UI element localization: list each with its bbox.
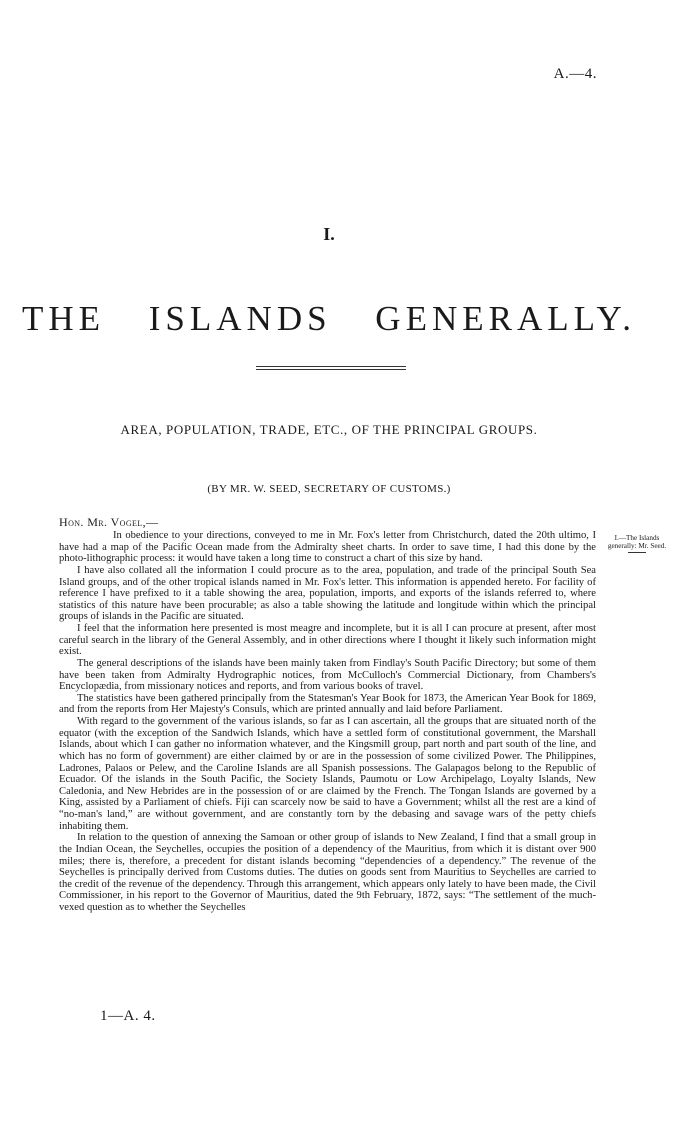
- byline: (BY MR. W. SEED, SECRETARY OF CUSTOMS.): [207, 483, 451, 495]
- page-signature: 1—A. 4.: [100, 1008, 156, 1024]
- paragraph-2: I have also collated all the information I could procure as to the area, population, and trade of the principal South Sea Island groups, and of the other tropical islands named in Mr. Fox's letter. This information is appended hereto. For facility of reference I have prefixed to it a table showing the area, population, imports, and exports of the islands referred to, where statistics of this nature have been procurable; as also a table showing the latitude and longitude within which the principal groups of islands in the Pacific are situated.: [59, 564, 596, 623]
- paragraph-3: I feel that the information here presented is most meagre and incomplete, but it is all I can procure at present, after most careful search in the library of the General Assembly, and in other directions where I thought it likely such information might exist.: [59, 623, 596, 658]
- subtitle: AREA, POPULATION, TRADE, ETC., OF THE PRINCIPAL GROUPS.: [120, 422, 538, 437]
- title-divider: [256, 366, 406, 370]
- paragraph-4: The general descriptions of the islands have been mainly taken from Findlay's South Pacific Directory; but some of them have been taken from Admiralty Hydrographic notices, from McCulloch's Commercial Dictionary, from Chambers's Encyclopædia, from missionary notices and reports, and from various books of travel.: [59, 657, 596, 693]
- margin-note: [606, 534, 668, 553]
- margin-note-text: I.—The Islands generally: Mr. Seed.: [607, 534, 667, 550]
- paragraph-5: The statistics have been gathered principally from the Statesman's Year Book for 1873, the American Year Book for 1869, and from the reports from Her Majesty's Consuls, which are printed annually and laid before Parliament.: [59, 692, 596, 716]
- paragraph-6: With regard to the government of the various islands, so far as I can ascertain, all the groups that are situated north of the equator (with the exception of the Sandwich Islands, which have a settled form of constitutional government, the Marshall Islands, about which I can gather no information whatever, and the Kingsmill group, part north and part south of the line, and which has no form of government) are either claimed by or are in the possession of some civilized Power. The Philippines, Ladrones, Palaos or Pelew, and the Caroline Islands are all Spanish possessions. The Galapagos belong to the Republic of Ecuador. Of the islands in the South Pacific, the Society Islands, Paumotu or Low Archipelago, Loyalty Islands, New Caledonia, and New Hebrides are in the possession of or are claimed by the French. The Tongan Islands are governed by a King, assisted by a Parliament of chiefs. Fiji can scarcely now be said to have a Government; whilst all the rest are a kind of “no-man's land,” are without government, and are constantly torn by the debasing and savage wars of the petty chiefs inhabiting them.: [59, 716, 596, 832]
- salutation: Hon. Mr. Vogel,—: [59, 515, 159, 529]
- paragraph-1: In obedience to your directions, conveyed to me in Mr. Fox's letter from Christchurch, dated the 20th ultimo, I have had a map of the Pacific Ocean made from the Admiralty sheet charts. In order to save time, I had this done by the photo-lithographic process: it would have taken a long time to construct a chart of this size by hand.: [59, 530, 596, 565]
- page-title: THE ISLANDS GENERALLY.: [21, 299, 637, 339]
- margin-note-dash: [628, 552, 646, 553]
- section-number: I.: [323, 224, 335, 244]
- page-reference: A.—4.: [553, 66, 597, 82]
- paragraph-7: In relation to the question of annexing the Samoan or other group of islands to New Zealand, I find that a small group in the Indian Ocean, the Seychelles, occupies the position of a dependency of the Mauritius, from which it is distant over 900 miles; there is, therefore, a precedent for distant islands becoming “dependencies of a dependency.” The revenue of the Seychelles is principally derived from Customs duties. The duties on goods sent from Mauritius to Seychelles are carried to the credit of the revenue of the dependency. Through this arrangement, which appears only lately to have been made, the Civil Commissioner, in his report to the Governor of Mauritius, dated the 9th February, 1872, says: “The settlement of the much-vexed question as to whether the Seychelles: [59, 832, 596, 913]
- letter-body: [59, 530, 596, 914]
